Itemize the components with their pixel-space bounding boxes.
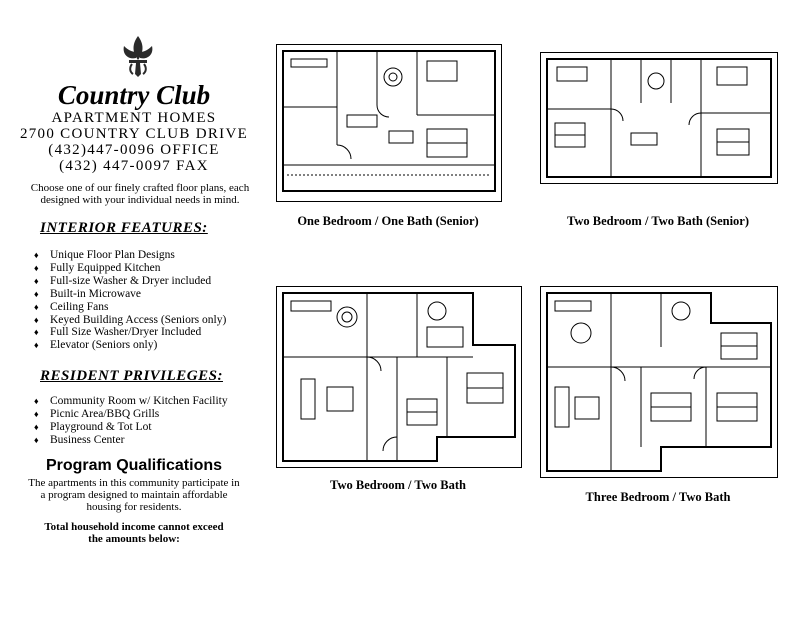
list-item: ♦ Keyed Building Access (Seniors only) bbox=[34, 314, 226, 327]
list-item: ♦ Community Room w/ Kitchen Facility bbox=[34, 395, 228, 408]
list-item: ♦ Elevator (Seniors only) bbox=[34, 339, 226, 352]
brand-name: Country Club bbox=[57, 80, 211, 110]
resident-privileges-list bbox=[34, 395, 228, 447]
floor-plan-caption: One Bedroom / One Bath (Senior) bbox=[297, 214, 479, 228]
list-item: ♦ Picnic Area/BBQ Grills bbox=[34, 408, 228, 421]
resident-privileges-heading: RESIDENT PRIVILEGES: bbox=[40, 368, 223, 384]
list-item: ♦ Playground & Tot Lot bbox=[34, 421, 228, 434]
floor-plan-caption: Two Bedroom / Two Bath bbox=[330, 478, 466, 492]
fax-number: (432) 447-0097 FAX bbox=[59, 158, 209, 174]
list-item: ♦ Built-in Microwave bbox=[34, 288, 226, 301]
address-line: 2700 COUNTRY CLUB DRIVE bbox=[19, 126, 249, 142]
program-qualifications-text: The apartments in this community participate in a program designed to maintain affordable housing for residents. bbox=[28, 477, 240, 513]
floor-plan-image bbox=[276, 286, 522, 468]
info-panel bbox=[0, 0, 268, 618]
fleur-de-lis-icon bbox=[118, 34, 158, 78]
list-item: ♦ Full-size Washer & Dryer included bbox=[34, 275, 226, 288]
list-item: ♦ Business Center bbox=[34, 434, 228, 447]
list-item: ♦ Full Size Washer/Dryer Included bbox=[34, 326, 226, 339]
list-item: ♦ Unique Floor Plan Designs bbox=[34, 249, 226, 262]
address-block bbox=[0, 110, 268, 174]
intro-text: Choose one of our finely crafted floor plans, each designed with your individual needs in mind. bbox=[30, 182, 250, 206]
floor-plan-caption: Two Bedroom / Two Bath (Senior) bbox=[566, 214, 750, 228]
floor-plan-image bbox=[276, 44, 502, 202]
interior-features-heading: INTERIOR FEATURES: bbox=[40, 220, 208, 236]
program-qualifications-title: Program Qualifications bbox=[45, 457, 223, 474]
income-note: Total household income cannot exceed the amounts below: bbox=[44, 521, 224, 545]
address-line: APARTMENT HOMES bbox=[51, 110, 217, 126]
office-phone: (432)447-0096 OFFICE bbox=[48, 142, 220, 158]
list-item: ♦ Ceiling Fans bbox=[34, 301, 226, 314]
interior-features-list bbox=[34, 249, 226, 352]
list-item: ♦ Fully Equipped Kitchen bbox=[34, 262, 226, 275]
floor-plan-caption: Three Bedroom / Two Bath bbox=[585, 490, 731, 504]
floor-plan-image bbox=[540, 52, 778, 184]
floor-plan-image bbox=[540, 286, 778, 478]
